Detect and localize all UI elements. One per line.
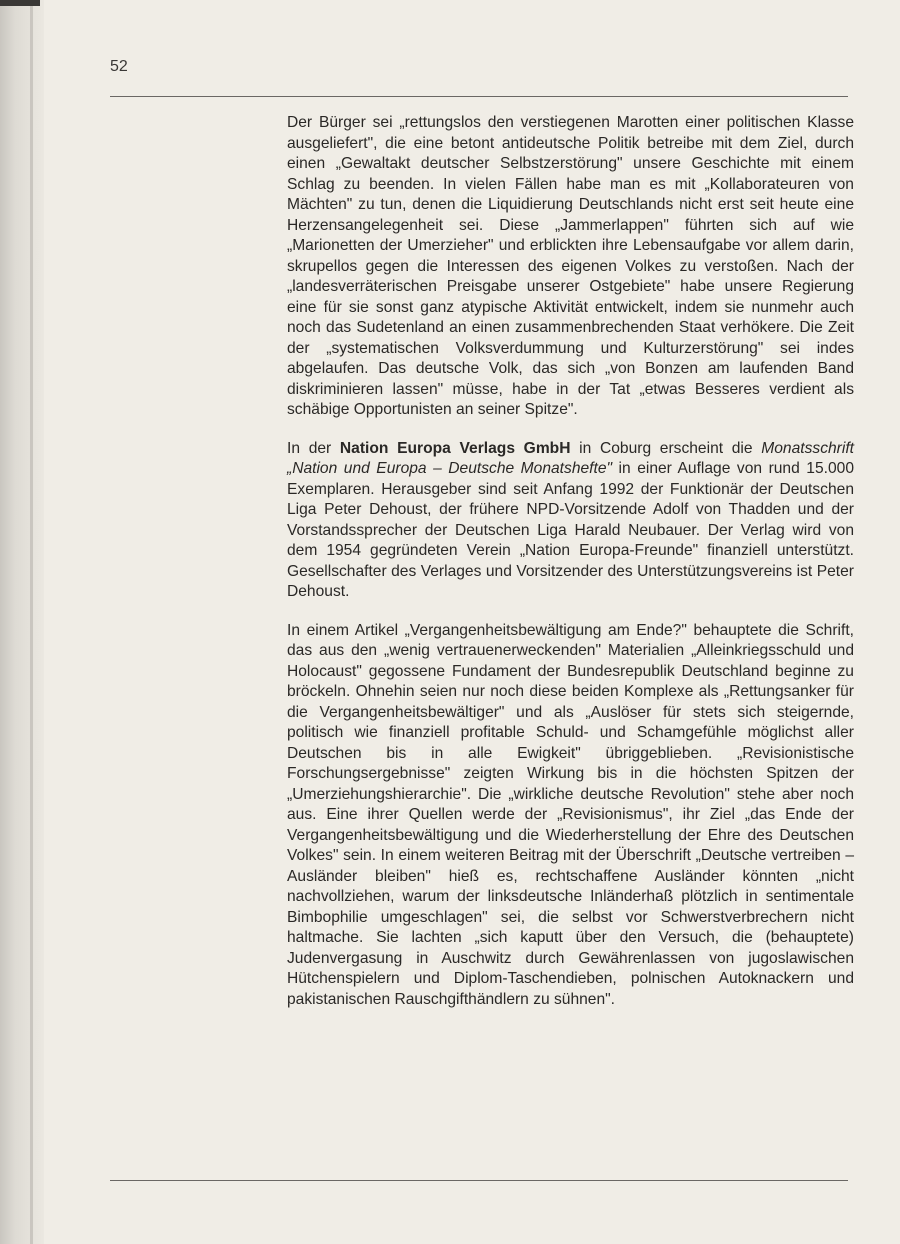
scan-binding-edge xyxy=(0,0,44,1244)
scan-shadow-line xyxy=(30,0,33,1244)
paragraph-3: In einem Artikel „Vergangenheitsbewältigung am Ende?" behauptete die Schrift, das aus den „wenig vertrauenerweckenden" Materialien „Alleinkriegsschuld und Holocaust" gegossene Fundament der Bundesrepublik Deutschland beginne zu bröckeln. Ohnehin seien nur noch diese beiden Komplexe als „Rettungsanker für die Vergangenheitsbewältiger" und als „Auslöser für stets sich steigernde, politisch wie finanziell profitable Schuld- und Schamgefühle möglichst aller Deutschen bis in alle Ewigkeit" übriggeblieben. „Revisionistische Forschungsergebnisse" zeigten Wirkung bis in die höchsten Spitzen der „Umerziehungshierarchie". Die „wirkliche deutsche Revolution" stehe aber noch aus. Eine ihrer Quellen werde der „Revisionismus", ihr Ziel „das Ende der Vergangenheitsbewältigung und die Wiederherstellung der Ehre des Deutschen Volkes" sein. In einem weiteren Beitrag mit der Überschrift „Deutsche vertreiben – Ausländer bleiben" hieß es, rechtschaffene Ausländer könnten „nicht nachvollziehen, warum der linksdeutsche Inländerhaß plötzlich in sentimentale Bimbophilie umgeschlagen" sei, die selbst vor Schwerstverbrechern nicht haltmache. Sie lachten „sich kaputt über den Versuch, die (behauptete) Judenvergasung in Auschwitz durch Gewährenlassen von jugoslawischen Hütchenspielern und Diplom-Taschendieben, polnischen Autoknackern und pakistanischen Rauschgifthändlern zu sühnen". xyxy=(287,621,854,1008)
paragraph-1: Der Bürger sei „rettungslos den verstiegenen Marotten einer politischen Klasse ausgeliefert", die eine betont antideutsche Politik betreibe mit dem Ziel, durch einen „Gewaltakt deutscher Selbstzerstörung" unsere Geschichte mit einem Schlag zu beenden. In vielen Fällen habe man es mit „Kollaborateuren von Mächten" zu tun, denen die Liquidierung Deutschlands nicht erst seit heute eine Herzensangelegenheit sei. Diese „Jammerlappen" führten sich auf wie „Marionetten der Umerzieher" und erblickten ihre Lebensaufgabe vor allem darin, skrupellos gegen die Interessen des eigenen Volkes zu verstoßen. Nach der „landesverräterischen Preisgabe unserer Ostgebiete" habe unsere Regierung eine für sie sonst ganz atypische Aktivität entwickelt, indem sie nunmehr auch noch das Sudetenland an einen zusammenbrechenden Staat verhökere. Die Zeit der „systematischen Volksverdummung und Kulturzerstörung" sei indes abgelaufen. Das deutsche Volk, das sich „von Bonzen am laufenden Band diskriminieren lassen" müsse, habe in der Tat „etwas Besseres verdient als schäbige Opportunisten an seiner Spitze". xyxy=(287,114,854,418)
paragraph-2-prefix: In der xyxy=(287,439,340,457)
page-number: 52 xyxy=(110,58,128,75)
footer-rule xyxy=(110,1180,848,1181)
header-rule xyxy=(110,96,848,97)
publisher-name: Nation Europa Verlags GmbH xyxy=(339,439,571,457)
body-text xyxy=(287,113,854,1010)
paragraph-2-after-bold: in Coburg erscheint die xyxy=(570,439,762,457)
scan-corner-mark xyxy=(0,0,40,6)
paragraph-2-rest: in einer Auflage von rund 15.000 Exemplaren. Herausgeber sind seit Anfang 1992 der Funktionär der Deutschen Liga Peter Dehoust, der frühere NPD-Vorsitzende Adolf von Thadden und der Vorstandssprecher der Deutschen Liga Harald Neubauer. Der Verlag wird von dem 1954 gegründeten Verein „Nation Europa-Freunde" finanziell unterstützt. Gesellschafter des Verlages und Vorsitzender des Unterstützungsvereins ist Peter Dehoust. xyxy=(287,460,854,600)
paragraph-2 xyxy=(287,439,854,603)
magazine-title: Monatsschrift „Nation und Europa – Deutsche Monatshefte" xyxy=(287,439,854,477)
